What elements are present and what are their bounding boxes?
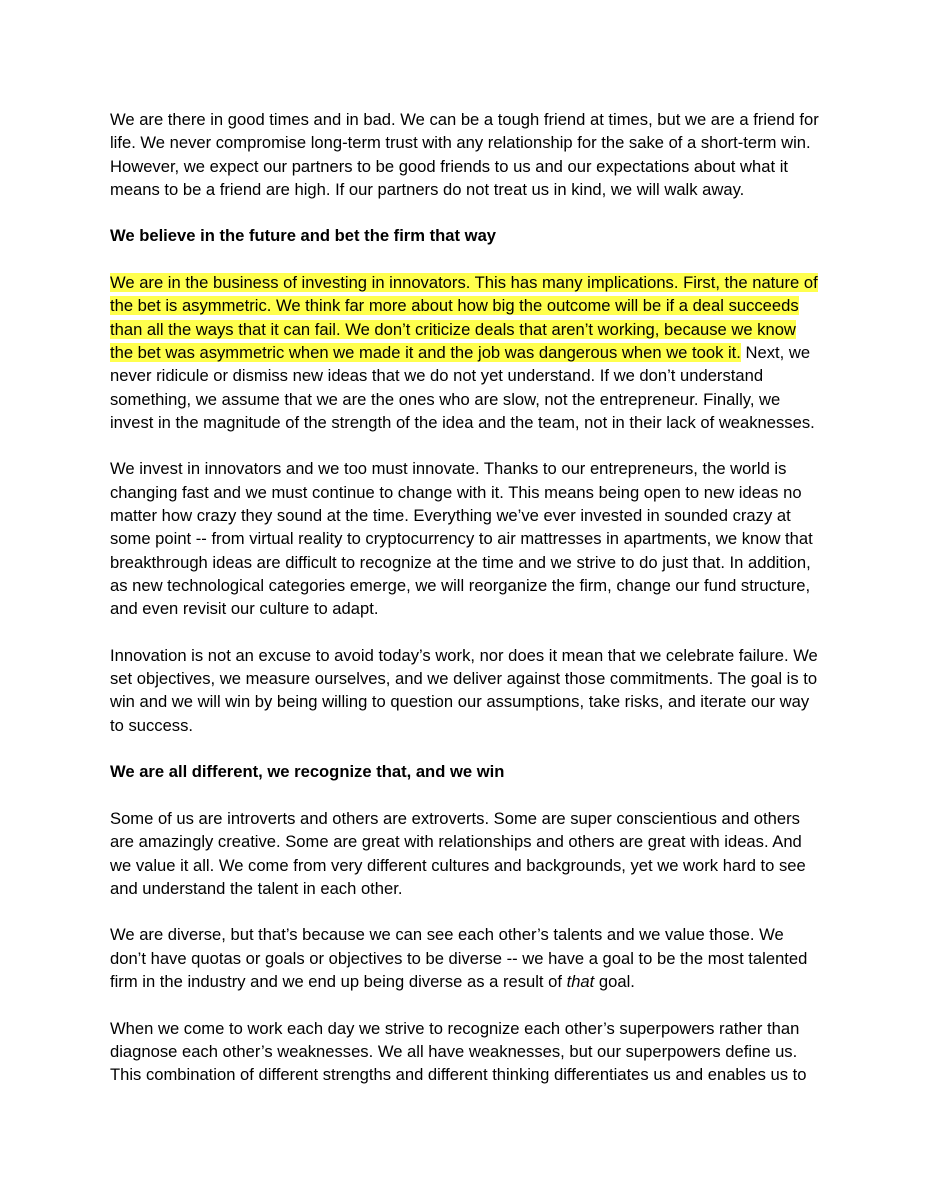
document-page xyxy=(110,108,820,1110)
paragraph-superpowers: When we come to work each day we strive to recognize each other’s superpowers rather than diagnose each other’s weaknesses. We all have weaknesses, but our superpowers define us. This combination of different strengths and different thinking differentiates us and enables us to xyxy=(110,1018,807,1085)
emphasis-text: that xyxy=(566,971,595,991)
paragraph-investing-innovators xyxy=(110,271,820,434)
section-heading-future: We believe in the future and bet the firm that way xyxy=(110,226,497,246)
paragraph-friend-for-life: We are there in good times and in bad. We can be a tough friend at times, but we are a friend for life. We never compromise long-term trust with any relationship for the sake of a short-term win. However, we expect our partners to be good friends to us and our expectations about what it means to be a friend are high. If our partners do not treat us in kind, we will walk away. xyxy=(110,110,819,199)
paragraph-text: goal. xyxy=(594,971,635,991)
highlighted-text: We are in the business of investing in innovators. This has many implications. First, the nature of the bet is asymmetric. We think far more about how big the outcome will be if a deal succeeds than all the ways that it can fail. We don’t criticize deals that aren’t working, because we know the bet was asymmetric when we made it and the job was dangerous when we took it. xyxy=(110,273,818,362)
paragraph-diverse xyxy=(110,923,820,993)
section-heading-different: We are all different, we recognize that, and we win xyxy=(110,762,505,782)
paragraph-text: We are diverse, but that’s because we can see each other’s talents and we value those. We don’t have quotas or goals or objectives to be diverse -- we have a goal to be the most talented firm in the industry and we end up being diverse as a result of xyxy=(110,925,808,991)
paragraph-introverts-extroverts: Some of us are introverts and others are extroverts. Some are super conscientious and others are amazingly creative. Some are great with relationships and others are great with ideas. And we value it all. We come from very different cultures and backgrounds, yet we work hard to see and understand the talent in each other. xyxy=(110,808,806,898)
paragraph-text: Next, we never ridicule or dismiss new ideas that we do not yet understand. If we don’t understand something, we assume that we are the ones who are slow, not the entrepreneur. Finally, we invest in the magnitude of the strength of the idea and the team, not in their lack of weaknesses. xyxy=(110,342,815,432)
paragraph-we-innovate: We invest in innovators and we too must innovate. Thanks to our entrepreneurs, the world is changing fast and we must continue to change with it. This means being open to new ideas no matter how crazy they sound at the time. Everything we’ve ever invested in sounded crazy at some point -- from virtual reality to cryptocurrency to air mattresses in apartments, we know that breakthrough ideas are difficult to recognize at the time and we strive to do just that. In addition, as new technological categories emerge, we will reorganize the firm, change our fund structure, and even revisit our culture to adapt. xyxy=(110,459,813,619)
paragraph-innovation-not-excuse: Innovation is not an excuse to avoid today’s work, nor does it mean that we celebrate failure. We set objectives, we measure ourselves, and we deliver against those commitments. The goal is to win and we will win by being willing to question our assumptions, take risks, and iterate our way to success. xyxy=(110,645,818,735)
